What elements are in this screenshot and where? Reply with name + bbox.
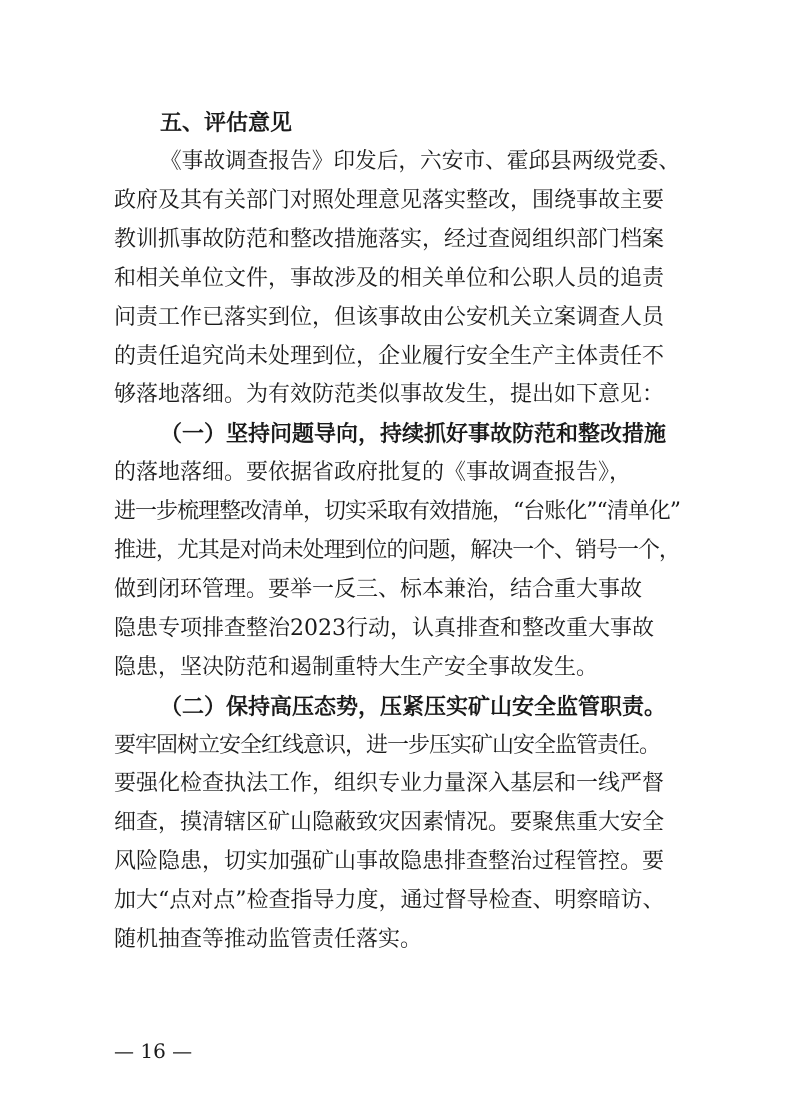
paragraph-1-line-3: 教训抓事故防范和整改措施落实，经过查阅组织部门档案 <box>114 227 665 252</box>
paragraph-2-lead: （一）坚持问题导向，持续抓好事故防范和整改措施 <box>160 421 667 447</box>
page-number: — 16 — <box>114 1039 193 1063</box>
section-heading: 五、评估意见 <box>160 110 293 136</box>
paragraph-3-line-3: 细查，摸清辖区矿山隐蔽致灾因素情况。要聚焦重大安全 <box>114 810 665 835</box>
paragraph-3-line-5: 加大“点对点”检查指导力度，通过督导检查、明察暗访、 <box>114 888 665 913</box>
paragraph-1-line-5: 问责工作已落实到位，但该事故由公安机关立案调查人员 <box>114 305 665 330</box>
paragraph-3-lead: （二）保持高压态势，压紧压实矿山安全监管职责。 <box>160 694 667 720</box>
paragraph-1-line-2: 政府及其有关部门对照处理意见落实整改，围绕事故主要 <box>114 188 665 213</box>
paragraph-1-line-7: 够落地落细。为有效防范类似事故发生，提出如下意见： <box>114 382 665 407</box>
paragraph-2-line-2: 进一步梳理整改清单，切实采取有效措施，“台账化”“清单化” <box>114 499 680 524</box>
paragraph-2-line-4: 做到闭环管理。要举一反三、标本兼治，结合重大事故 <box>114 577 643 602</box>
paragraph-2-line-6: 隐患，坚决防范和遏制重特大生产安全事故发生。 <box>114 655 599 680</box>
paragraph-1-line-4: 和相关单位文件，事故涉及的相关单位和公职人员的追责 <box>114 266 665 291</box>
paragraph-1-line-6: 的责任追究尚未处理到位，企业履行安全生产主体责任不 <box>114 344 665 369</box>
paragraph-3-line-1: 要牢固树立安全红线意识，进一步压实矿山安全监管责任。 <box>114 733 661 758</box>
paragraph-2-line-5: 隐患专项排查整治2023行动，认真排查和整改重大事故 <box>114 616 654 641</box>
paragraph-3-line-2: 要强化检查执法工作，组织专业力量深入基层和一线严督 <box>114 771 665 796</box>
paragraph-1-line-1: 《事故调查报告》印发后，六安市、霍邱县两级党委、 <box>160 149 681 174</box>
paragraph-3-line-6: 随机抽查等推动监管责任落实。 <box>114 927 423 952</box>
paragraph-2-line-3: 推进，尤其是对尚未处理到位的问题，解决一个、销号一个， <box>114 538 680 563</box>
paragraph-3-line-4: 风险隐患，切实加强矿山事故隐患排查整治过程管控。要 <box>114 849 665 874</box>
paragraph-2-line-1: 的落地落细。要依据省政府批复的《事故调查报告》， <box>114 460 632 485</box>
